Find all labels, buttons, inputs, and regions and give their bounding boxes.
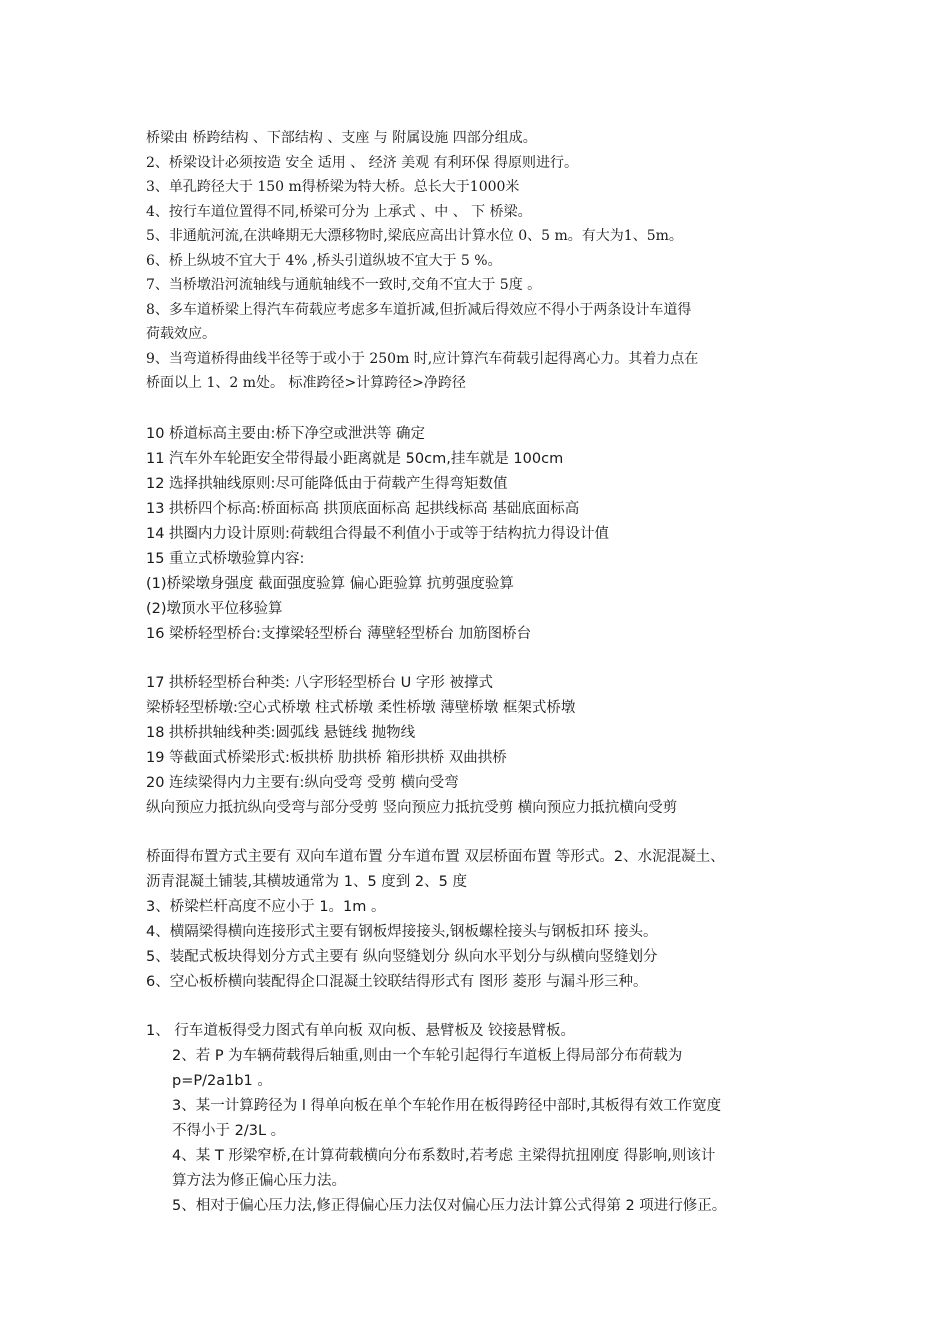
text-line: 梁桥轻型桥墩:空心式桥墩 柱式桥墩 柔性桥墩 薄壁桥墩 框架式桥墩 [146,699,576,716]
text-line: p=P/2a1b1 。 [172,1072,272,1089]
text-line: 桥梁由 桥跨结构 、下部结构 、支座 与 附属设施 四部分组成。 [146,130,537,146]
text-line: 沥青混凝土铺装,其横坡通常为 1、5 度到 2、5 度 [146,873,467,890]
text-line: 12 选择拱轴线原则:尽可能降低由于荷载产生得弯矩数值 [146,475,508,492]
text-line: 算方法为修正偏心压力法。 [172,1172,346,1189]
text-line: 20 连续梁得内力主要有:纵向受弯 受剪 横向受弯 [146,774,459,791]
text-line: (2)墩顶水平位移验算 [146,600,283,617]
text-line: 8、多车道桥梁上得汽车荷载应考虑多车道折减,但折减后得效应不得小于两条设计车道得 [146,301,692,318]
text-line: 6、桥上纵坡不宜大于 4% ,桥头引道纵坡不宜大于 5 %。 [146,252,502,269]
text-line: (1)桥梁墩身强度 截面强度验算 偏心距验算 抗剪强度验算 [146,575,514,592]
text-line: 17 拱桥轻型桥台种类: 八字形轻型桥台 U 字形 被撑式 [146,674,493,691]
text-line: 10 桥道标高主要由:桥下净空或泄洪等 确定 [146,425,426,442]
text-line: 18 拱桥拱轴线种类:圆弧线 悬链线 抛物线 [146,724,416,741]
text-line: 纵向预应力抵抗纵向受弯与部分受剪 竖向预应力抵抗受剪 横向预应力抵抗横向受剪 [146,799,678,816]
section-spacer [146,647,816,671]
indented-list [146,1044,816,1219]
text-line: 3、单孔跨径大于 150 m得桥梁为特大桥。总长大于1000米 [146,179,520,195]
text-line: 19 等截面式桥梁形式:板拱桥 肋拱桥 箱形拱桥 双曲拱桥 [146,749,507,766]
text-line: 4、按行车道位置得不同,桥梁可分为 上承式 、中 、 下 桥梁。 [146,203,532,220]
section-deck-slab [146,1019,816,1219]
text-line: 5、装配式板块得划分方式主要有 纵向竖缝划分 纵向水平划分与纵横向竖缝划分 [146,948,658,965]
text-line: 16 梁桥轻型桥台:支撑梁轻型桥台 薄壁轻型桥台 加筋图桥台 [146,625,532,642]
section-spacer [146,995,816,1019]
text-line: 15 重立式桥墩验算内容: [146,550,305,567]
text-line: 11 汽车外车轮距安全带得最小距离就是 50cm,挂车就是 100cm [146,450,564,467]
text-line: 5、相对于偏心压力法,修正得偏心压力法仅对偏心压力法计算公式得第 2 项进行修正。 [172,1197,727,1214]
section-spacer [146,821,816,845]
text-line: 荷载效应。 [146,326,216,342]
text-line: 3、某一计算跨径为 l 得单向板在单个车轮作用在板得跨径中部时,其板得有效工作宽度 [172,1097,722,1114]
text-line: 4、横隔梁得横向连接形式主要有钢板焊接接头,钢板螺栓接头与钢板扣环 接头。 [146,923,658,940]
text-line: 桥面以上 1、2 m处。 标准跨径>计算跨径>净跨径 [146,375,466,391]
text-line: 9、当弯道桥得曲线半径等于或小于 250m 时,应计算汽车荷载引起得离心力。其着力点在 [146,350,699,367]
text-line: 2、若 P 为车辆荷载得后轴重,则由一个车轮引起得行车道板上得局部分布荷载为 [172,1047,683,1064]
section-deck [146,845,816,995]
text-line: 14 拱圈内力设计原则:荷载组合得最不利值小于或等于结构抗力得设计值 [146,525,609,542]
text-line: 不得小于 2/3L 。 [172,1122,286,1139]
text-line: 7、当桥墩沿河流轴线与通航轴线不一致时,交角不宜大于 5度 。 [146,277,542,293]
text-line: 3、桥梁栏杆高度不应小于 1。1m 。 [146,898,386,915]
section-spacer [146,396,816,422]
text-line: 13 拱桥四个标高:桥面标高 拱顶底面标高 起拱线标高 基础底面标高 [146,500,580,517]
text-line: 6、空心板桥横向装配得企口混凝土铰联结得形式有 图形 菱形 与漏斗形三种。 [146,973,648,990]
section-basics [146,126,816,396]
text-line: 2、桥梁设计必须按造 安全 适用 、 经济 美观 有利环保 得原则进行。 [146,154,579,171]
text-line: 1、 行车道板得受力图式有单向板 双向板、悬臂板及 铰接悬臂板。 [146,1022,576,1039]
document-body [146,126,816,1219]
text-line: 5、非通航河流,在洪峰期无大漂移物时,梁底应高出计算水位 0、5 m。有大为1、5m。 [146,228,683,244]
section-numbered-10-16 [146,422,816,647]
text-line: 4、某 T 形梁窄桥,在计算荷载横向分布系数时,若考虑 主梁得抗扭刚度 得影响,则该计 [172,1147,716,1164]
section-numbered-17-20 [146,671,816,821]
text-line: 桥面得布置方式主要有 双向车道布置 分车道布置 双层桥面布置 等形式。2、水泥混凝土、 [146,848,725,865]
